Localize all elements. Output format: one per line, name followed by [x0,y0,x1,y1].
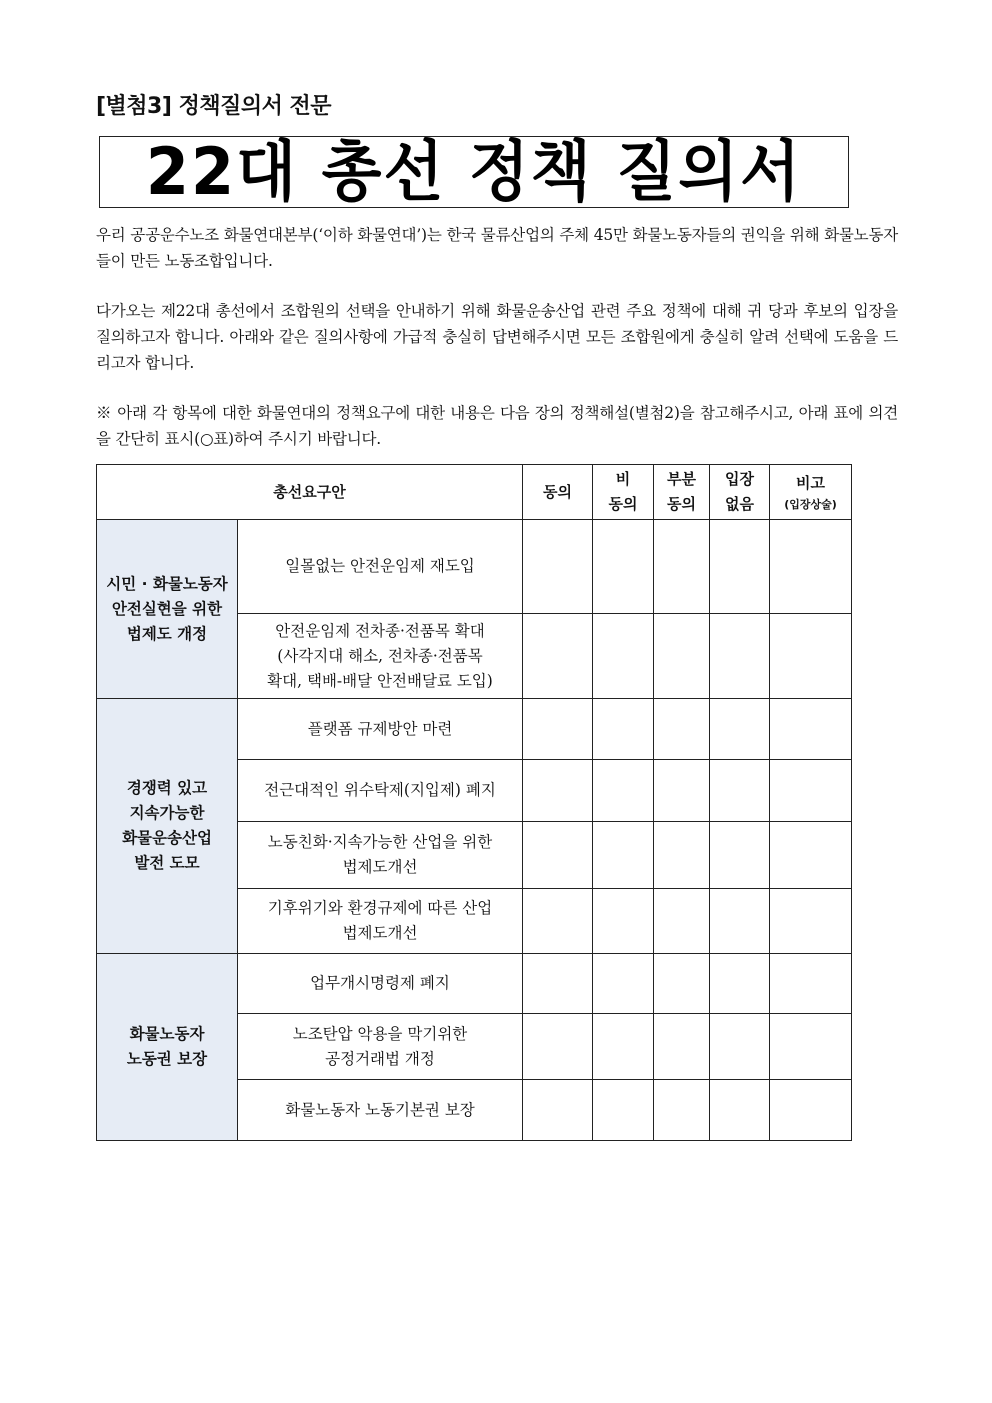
demand-text: 업무개시명령제 폐지 [310,974,450,992]
no-position-cell[interactable] [710,954,770,1014]
policy-survey-table [96,464,852,1141]
category-line: 발전 도모 [134,854,200,872]
header-note-sub: (입장상술) [784,497,837,511]
disagree-cell[interactable] [593,699,654,760]
demand-text: 노동친화·지속가능한 산업을 위한 [267,833,493,851]
demand-item [238,1080,523,1141]
demand-item [238,889,523,954]
agree-cell[interactable] [523,954,593,1014]
disagree-cell[interactable] [593,520,654,614]
demand-text: 안전운임제 전차종·전품목 확대 [275,621,485,640]
category-line: 법제도 개정 [126,624,208,643]
demand-item [238,954,523,1014]
page-heading: [별첨3] 정책질의서 전문 [96,94,332,119]
instruction-paragraph: ※ 아래 각 항목에 대한 화물연대의 정책요구에 대한 내용은 다음 장의 정책해설(별첨2)을 참고해주시고, 아래 표에 의견을 간단히 표시(○표)하여 주시기 바랍니다. [96,404,898,448]
no-position-cell[interactable] [710,822,770,889]
demand-item [238,1014,523,1080]
category-line: 화물노동자 [129,1025,205,1043]
agree-cell[interactable] [523,520,593,614]
document-title: 22대 총선 정책 질의서 [145,133,803,210]
note-cell[interactable] [770,1080,852,1141]
demand-text: 전근대적인 위수탁제(지입제) 폐지 [264,781,496,799]
demand-item [238,822,523,889]
category-safety-law [97,520,238,699]
no-position-cell[interactable] [710,1080,770,1141]
agree-cell[interactable] [523,1080,593,1141]
header-disagree [593,465,654,520]
note-cell[interactable] [770,1014,852,1080]
demand-item [238,699,523,760]
partial-agree-cell[interactable] [654,889,710,954]
category-line: 시민 · 화물노동자 [106,574,228,593]
intro-paragraph: 우리 공공운수노조 화물연대본부(‘이하 화물연대’)는 한국 물류산업의 주체 45만 화물노동자들의 권익을 위해 화물노동자들이 만든 노동조합입니다. [96,226,898,270]
partial-agree-cell[interactable] [654,614,710,699]
table-row [97,520,852,614]
header-noposition-line1: 입장 [725,470,754,488]
demand-item [238,520,523,614]
category-line: 경쟁력 있고 [126,779,208,797]
note-cell[interactable] [770,822,852,889]
demand-text: (사각지대 해소, 전차종·전품목 [277,646,483,665]
no-position-cell[interactable] [710,614,770,699]
note-cell[interactable] [770,699,852,760]
category-industry-development [97,699,238,954]
demand-text: 일몰없는 안전운임제 재도입 [285,557,475,575]
header-disagree-line1: 비 [615,470,631,488]
header-noposition-line2: 없음 [725,495,754,513]
header-disagree-line2: 동의 [608,495,638,513]
note-cell[interactable] [770,760,852,822]
agree-cell[interactable] [523,889,593,954]
header-no-position [710,465,770,520]
title-box [99,133,849,210]
agree-cell[interactable] [523,822,593,889]
table-row [97,699,852,760]
agree-cell[interactable] [523,614,593,699]
demand-text: 화물노동자 노동기본권 보장 [285,1100,475,1119]
demand-item [238,614,523,699]
category-line: 화물운송산업 [122,829,212,847]
category-line: 지속가능한 [129,804,205,822]
category-line: 안전실현을 위한 [111,599,223,618]
header-row [97,465,852,520]
demand-item [238,760,523,822]
partial-agree-cell[interactable] [654,822,710,889]
header-partial-agree [654,465,710,520]
category-line: 노동권 보장 [126,1050,208,1068]
disagree-cell[interactable] [593,760,654,822]
note-cell[interactable] [770,954,852,1014]
demand-text: 법제도개선 [342,858,418,876]
no-position-cell[interactable] [710,760,770,822]
no-position-cell[interactable] [710,520,770,614]
demand-text: 확대, 택배-배달 안전배달료 도입) [267,671,493,690]
partial-agree-cell[interactable] [654,1014,710,1080]
note-cell[interactable] [770,889,852,954]
disagree-cell[interactable] [593,614,654,699]
disagree-cell[interactable] [593,822,654,889]
demand-text: 법제도개선 [342,924,418,942]
partial-agree-cell[interactable] [654,954,710,1014]
header-partial-line2: 동의 [667,495,696,513]
note-cell[interactable] [770,614,852,699]
no-position-cell[interactable] [710,699,770,760]
disagree-cell[interactable] [593,1080,654,1141]
agree-cell[interactable] [523,1014,593,1080]
demand-text: 노조탄압 악용을 막기위한 [292,1024,468,1043]
demand-text: 플랫폼 규제방안 마련 [307,719,453,738]
category-labor-rights [97,954,238,1141]
header-note [770,465,852,520]
agree-cell[interactable] [523,699,593,760]
disagree-cell[interactable] [593,889,654,954]
no-position-cell[interactable] [710,889,770,954]
table-row [97,954,852,1014]
agree-cell[interactable] [523,760,593,822]
note-cell[interactable] [770,520,852,614]
partial-agree-cell[interactable] [654,760,710,822]
header-partial-line1: 부분 [667,470,696,488]
header-demands: 총선요구안 [97,465,523,520]
header-agree: 동의 [523,465,593,520]
demand-text: 공정거래법 개정 [325,1049,435,1068]
partial-agree-cell[interactable] [654,520,710,614]
demand-text: 기후위기와 환경규제에 따른 산업 [267,899,493,917]
disagree-cell[interactable] [593,954,654,1014]
partial-agree-cell[interactable] [654,699,710,760]
partial-agree-cell[interactable] [654,1080,710,1141]
purpose-paragraph: 다가오는 제22대 총선에서 조합원의 선택을 안내하기 위해 화물운송산업 관련 주요 정책에 대해 귀 당과 후보의 입장을 질의하고자 합니다. 아래와 같은 질의사항에 가급적 충실히 답변해주시면 모든 조합원에게 충실히 알려 선택에 도움을 드리고자 합니다. [96,302,899,372]
no-position-cell[interactable] [710,1014,770,1080]
header-note-label: 비고 [796,473,825,492]
disagree-cell[interactable] [593,1014,654,1080]
